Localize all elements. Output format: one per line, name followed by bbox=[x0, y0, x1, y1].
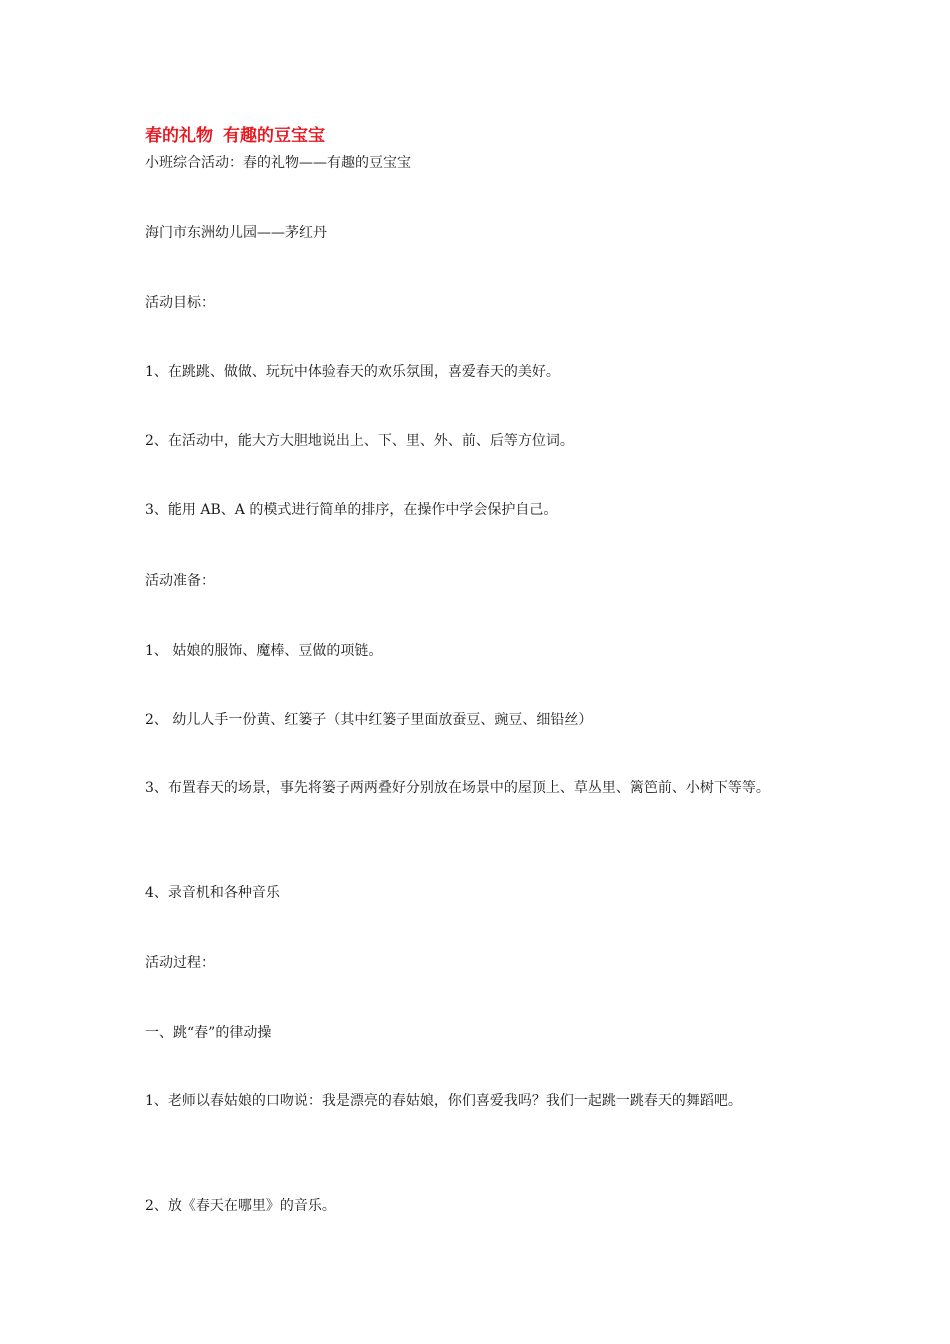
goal-item-2: 2、在活动中，能大方大胆地说出上、下、里、外、前、后等方位词。 bbox=[145, 433, 574, 449]
prep-item-3: 3、布置春天的场景，事先将篓子两两叠好分别放在场景中的屋顶上、草丛里、篱笆前、小树下等等。 bbox=[145, 780, 770, 796]
title-part-2: 有趣的豆宝宝 bbox=[223, 126, 325, 146]
goals-heading: 活动目标： bbox=[145, 295, 215, 311]
prep-heading: 活动准备： bbox=[145, 573, 215, 589]
prep-item-4: 4、录音机和各种音乐 bbox=[145, 885, 280, 901]
prep-item-1: 1、 姑娘的服饰、魔棒、豆做的项链。 bbox=[145, 643, 383, 659]
section-1-heading: 一、跳“春”的律动操 bbox=[145, 1025, 272, 1041]
goal-item-3: 3、能用 AB、A 的模式进行简单的排序，在操作中学会保护自己。 bbox=[145, 502, 558, 518]
process-heading: 活动过程： bbox=[145, 955, 215, 971]
goal-item-1: 1、在跳跳、做做、玩玩中体验春天的欢乐氛围，喜爱春天的美好。 bbox=[145, 364, 560, 380]
document-subtitle: 小班综合活动：春的礼物——有趣的豆宝宝 bbox=[145, 155, 411, 171]
title-part-1: 春的礼物 bbox=[145, 126, 213, 146]
document-title bbox=[145, 124, 325, 148]
section-1-item-1: 1、老师以春姑娘的口吻说：我是漂亮的春姑娘，你们喜爱我吗？我们一起跳一跳春天的舞蹈吧。 bbox=[145, 1093, 742, 1109]
section-1-item-2: 2、放《春天在哪里》的音乐。 bbox=[145, 1198, 336, 1214]
prep-item-2: 2、 幼儿人手一份黄、红篓子（其中红篓子里面放蚕豆、豌豆、细铅丝） bbox=[145, 712, 593, 728]
document-author: 海门市东洲幼儿园——茅红丹 bbox=[145, 225, 327, 241]
